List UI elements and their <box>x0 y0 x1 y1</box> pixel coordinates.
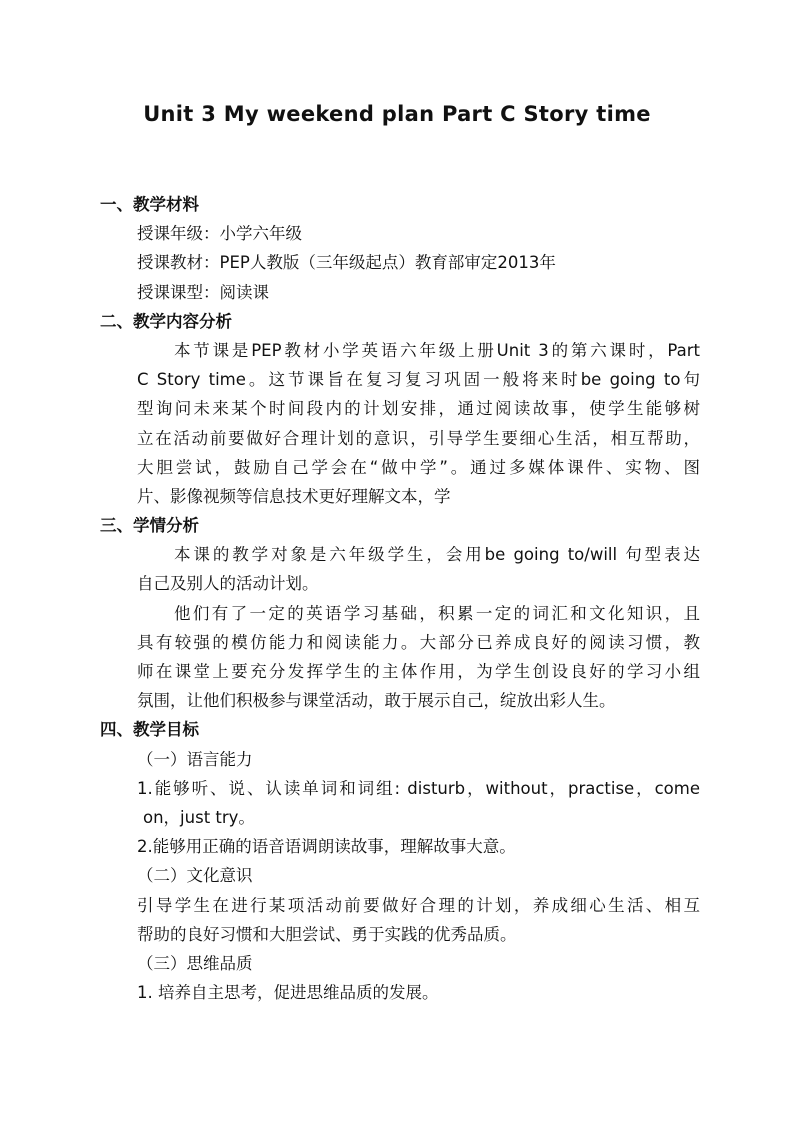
section-heading-student-analysis: 三、学情分析 <box>100 516 199 536</box>
paragraph-line: 片、影像视频等信息技术更好理解文本，学 <box>137 486 451 506</box>
section-heading-objectives: 四、教学目标 <box>100 720 199 740</box>
paragraph-line: 具有较强的模仿能力和阅读能力。大部分已养成良好的阅读习惯，教 <box>137 632 700 652</box>
objective-line: 2.能够用正确的语音语调朗读故事，理解故事大意。 <box>137 837 516 857</box>
textbook-line: 授课教材：PEP人教版（三年级起点）教育部审定2013年 <box>137 253 556 273</box>
paragraph-line: C Story time。这节课旨在复习复习巩固一般将来时be going to句 <box>137 370 700 390</box>
subheading-thinking-quality: （三）思维品质 <box>137 953 253 973</box>
paragraph-line: 本节课是PEP教材小学英语六年级上册Unit 3的第六课时，Part <box>174 340 700 360</box>
paragraph-line: 自己及别人的活动计划。 <box>137 574 319 594</box>
paragraph-line: 立在活动前要做好合理计划的意识，引导学生要细心生活，相互帮助， <box>137 428 700 448</box>
lesson-type-line: 授课课型：阅读课 <box>137 282 269 302</box>
paragraph-line: 师在课堂上要充分发挥学生的主体作用，为学生创设良好的学习小组 <box>137 662 700 681</box>
document-title: Unit 3 My weekend plan Part C Story time <box>143 102 651 126</box>
paragraph-line: 大胆尝试，鼓励自己学会在“做中学”。通过多媒体课件、实物、图 <box>137 457 700 477</box>
objective-line: on，just try。 <box>143 807 255 827</box>
subheading-cultural-awareness: （二）文化意识 <box>137 866 253 886</box>
section-heading-materials: 一、教学材料 <box>100 195 199 214</box>
paragraph-line: 本课的教学对象是六年级学生，会用be going to/will 句型表达 <box>174 545 700 565</box>
objective-line: 引导学生在进行某项活动前要做好合理的计划，养成细心生活、相互 <box>137 895 700 915</box>
objective-line: 帮助的良好习惯和大胆尝试、勇于实践的优秀品质。 <box>137 924 517 944</box>
objective-line: 1.能够听、说、认读单词和词组: disturb，without，practise，come <box>137 778 700 798</box>
paragraph-line: 型询问未来某个时间段内的计划安排，通过阅读故事，使学生能够树 <box>137 399 700 419</box>
objective-line: 1. 培养自主思考，促进思维品质的发展。 <box>137 983 439 1003</box>
paragraph-line: 氛围，让他们积极参与课堂活动，敢于展示自己，绽放出彩人生。 <box>137 691 616 711</box>
document-body <box>100 190 700 1007</box>
grade-line: 授课年级：小学六年级 <box>137 224 302 244</box>
section-heading-content-analysis: 二、教学内容分析 <box>100 311 232 331</box>
subheading-language-ability: （一）语言能力 <box>137 749 253 769</box>
paragraph-line: 他们有了一定的英语学习基础，积累一定的词汇和文化知识，且 <box>174 603 700 623</box>
